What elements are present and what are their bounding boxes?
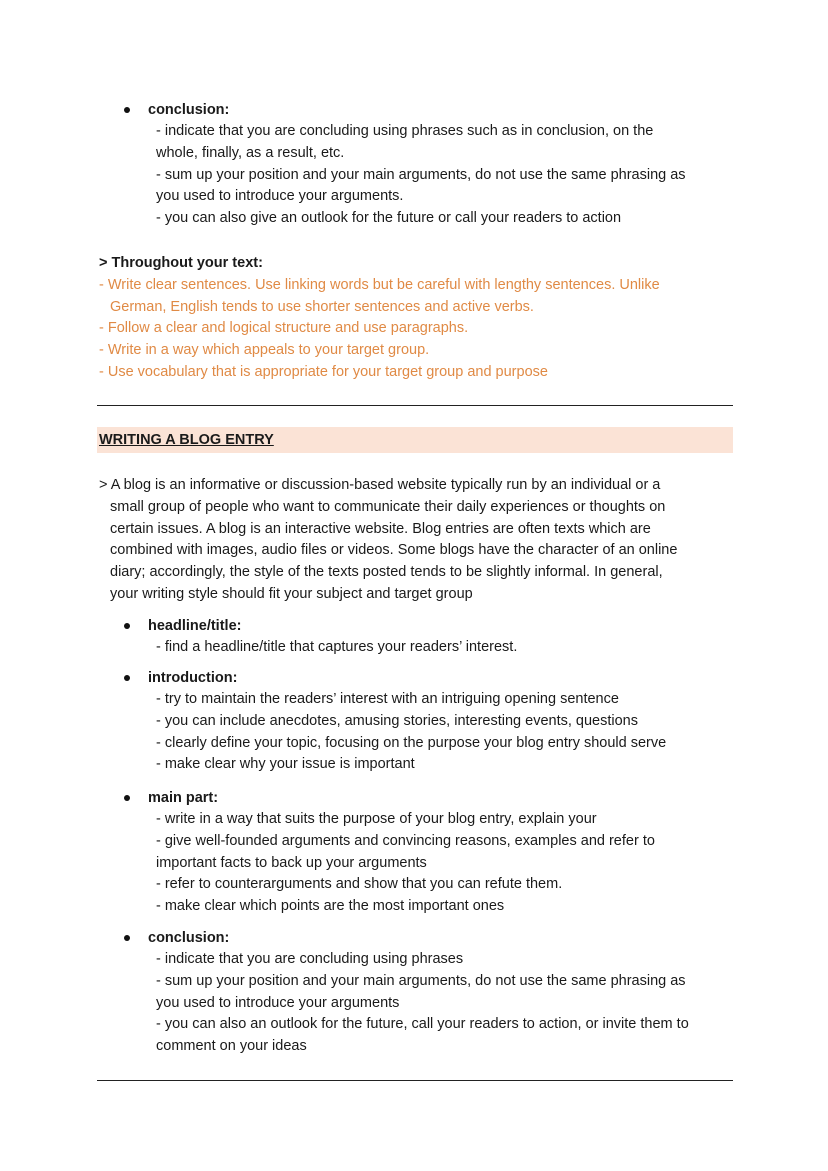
section-title: WRITING A BLOG ENTRY [99,432,274,448]
bullet-line: important facts to back up your arguments [156,854,427,871]
bullet-line: whole, finally, as a result, etc. [156,144,345,161]
bullet-line: - give well-founded arguments and convincing reasons, examples and refer to [156,832,655,849]
bullet-line: - write in a way that suits the purpose of your blog entry, explain your [156,811,597,827]
bullet-line: - find a headline/title that captures your readers’ interest. [156,639,518,655]
headline-bullet [148,616,517,659]
introduction-bullet [148,668,666,776]
bullet-heading: introduction: [148,670,238,686]
intro-line: > A blog is an informative or discussion-based website typically run by an individual or a [99,477,661,493]
throughout-line: - Write in a way which appeals to your target group. [99,342,430,359]
bullet-line: comment on your ideas [156,1038,307,1055]
bullet-line: - make clear which points are the most important ones [156,898,505,915]
blog-intro-paragraph [99,475,739,606]
main-part-bullet [148,788,655,918]
bullet-line: - make clear why your issue is important [156,756,415,773]
intro-line: diary; accordingly, the style of the texts posted tends to be slightly informal. In general, [110,564,663,581]
throughout-line: - Follow a clear and logical structure and use paragraphs. [99,320,469,337]
bullet-line: - indicate that you are concluding using phrases such as in conclusion, on the [156,123,654,139]
bullet-line: you used to introduce your arguments. [156,188,404,205]
section-divider [97,405,733,406]
bullet-dot [124,675,130,681]
bullet-heading: conclusion: [148,930,230,946]
throughout-heading: > Throughout your text: [99,255,263,271]
bullet-dot [124,795,130,801]
throughout-block [99,253,739,384]
bullet-line: - sum up your position and your main arguments, do not use the same phrasing as [156,166,686,183]
bullet-line: - clearly define your topic, focusing on the purpose your blog entry should serve [156,734,667,751]
bullet-dot [124,107,130,113]
bullet-dot [124,623,130,629]
bullet-heading: conclusion: [148,102,230,118]
intro-line: combined with images, audio files or videos. Some blogs have the character of an online [110,542,678,559]
bullet-line: - indicate that you are concluding using phrases [156,951,464,967]
intro-line: your writing style should fit your subject and target group [110,585,473,602]
intro-line: certain issues. A blog is an interactive website. Blog entries are often texts which are [110,520,651,537]
bullet-heading: headline/title: [148,618,242,634]
blog-conclusion-bullet [148,928,689,1058]
bullet-line: - you can include anecdotes, amusing stories, interesting events, questions [156,712,638,729]
bullet-heading: main part: [148,790,219,806]
section-divider [97,1080,733,1081]
throughout-line: German, English tends to use shorter sentences and active verbs. [110,298,534,315]
top-conclusion-bullet [148,100,686,230]
bullet-line: you used to introduce your arguments [156,994,400,1011]
bullet-line: - try to maintain the readers’ interest with an intriguing opening sentence [156,691,619,707]
bullet-line: - you can also an outlook for the future, call your readers to action, or invite them to [156,1016,689,1033]
intro-line: small group of people who want to communicate their daily experiences or thoughts on [110,498,666,515]
bullet-line: - sum up your position and your main arguments, do not use the same phrasing as [156,972,686,989]
throughout-line: - Write clear sentences. Use linking words but be careful with lengthy sentences. Unlike [99,276,660,293]
bullet-line: - you can also give an outlook for the future or call your readers to action [156,210,622,227]
bullet-line: - refer to counterarguments and show that you can refute them. [156,876,563,893]
throughout-line: - Use vocabulary that is appropriate for your target group and purpose [99,363,548,380]
bullet-dot [124,935,130,941]
